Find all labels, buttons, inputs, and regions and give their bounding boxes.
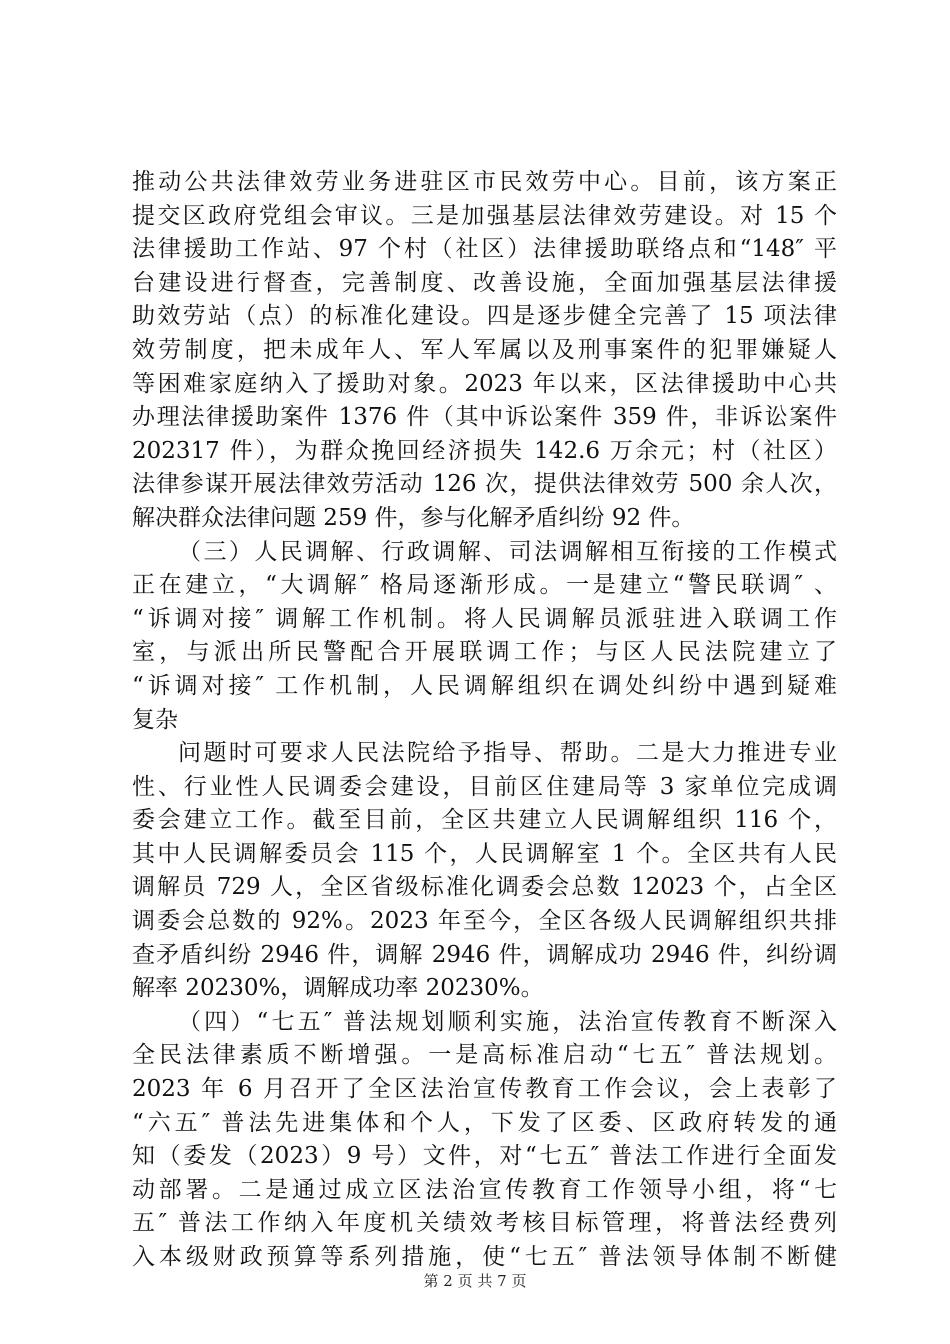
paragraph-start-line: （四）“七五″ 普法规划顺利实施，法治宣传教育不断深入 (178, 1008, 837, 1035)
text-line: 202317 件），为群众挽回经济损失 142.6 万余元；村（社区） (132, 437, 837, 464)
text-line: 其中人民调解委员会 115 个，人民调解室 1 个。全区共有人民 (132, 840, 837, 867)
text-line: 法律援助工作站、97 个村（社区）法律援助联络点和“148″ 平 (132, 236, 837, 263)
text-line: 复杂 (132, 706, 178, 733)
text-line: 等困难家庭纳入了援助对象。2023 年以来，区法律援助中心共 (132, 370, 837, 397)
text-line: 效劳制度，把未成年人、军人军属以及刑事案件的犯罪嫌疑人 (132, 336, 837, 363)
text-line: 2023 年 6 月召开了全区法治宣传教育工作会议，会上表彰了 (132, 1076, 837, 1103)
text-line: 解决群众法律问题 259 件，参与化解矛盾纠纷 92 件。 (132, 504, 695, 531)
text-line: 性、行业性人民调委会建设，目前区住建局等 3 家单位完成调 (132, 773, 837, 800)
text-line: “诉调对接″ 调解工作机制。将人民调解员派驻进入联调工作 (132, 605, 837, 632)
text-line: 室，与派出所民警配合开展联调工作；与区人民法院建立了 (132, 639, 837, 666)
page-number-footer: 第 2 页 共 7 页 (423, 1272, 527, 1290)
text-line: 助效劳站（点）的标准化建设。四是逐步健全完善了 15 项法律 (132, 303, 837, 330)
text-line: 动部署。二是通过成立区法治宣传教育工作领导小组，将“七 (132, 1176, 837, 1203)
text-line: 提交区政府党组会审议。三是加强基层法律效劳建设。对 15 个 (132, 202, 837, 229)
text-line: 入本级财政预算等系列措施，使“七五″ 普法领导体制不断健 (132, 1244, 837, 1270)
text-line: “诉调对接″ 工作机制，人民调解组织在调处纠纷中遇到疑难 (132, 672, 837, 699)
text-line: 法律参谋开展法律效劳活动 126 次，提供法律效劳 500 余人次， (132, 471, 837, 498)
text-line: 解率 20230%，调解成功率 20230%。 (132, 975, 544, 1002)
text-line: “六五″ 普法先进集体和个人，下发了区委、区政府转发的通 (132, 1109, 837, 1136)
text-line: 五″ 普法工作纳入年度机关绩效考核目标管理，将普法经费列 (132, 1210, 837, 1237)
text-line: 委会建立工作。截至目前，全区共建立人民调解组织 116 个， (132, 807, 837, 834)
text-line: 推动公共法律效劳业务进驻区市民效劳中心。目前，该方案正 (132, 169, 837, 195)
text-line: 台建设进行督查，完善制度、改善设施，全面加强基层法律援 (132, 269, 837, 296)
text-line: 调委会总数的 92%。2023 年至今，全区各级人民调解组织共排 (132, 908, 837, 935)
text-line: 正在建立，“大调解″ 格局逐渐形成。一是建立“警民联调″ 、 (132, 572, 837, 599)
text-line: 全民法律素质不断增强。一是高标准启动“七五″ 普法规划。 (132, 1042, 837, 1069)
text-line: 查矛盾纠纷 2946 件，调解 2946 件，调解成功 2946 件，纠纷调 (132, 941, 837, 968)
paragraph-start-line: （三）人民调解、行政调解、司法调解相互衔接的工作模式 (178, 538, 837, 565)
text-line: 调解员 729 人，全区省级标准化调委会总数 12023 个，占全区 (132, 874, 837, 901)
text-line: 办理法律援助案件 1376 件（其中诉讼案件 359 件，非诉讼案件 (132, 404, 837, 431)
text-line: 知（委发（2023）9 号）文件，对“七五″ 普法工作进行全面发 (132, 1143, 837, 1170)
paragraph-start-line: 问题时可要求人民法院给予指导、帮助。二是大力推进专业 (178, 740, 837, 767)
document-body (132, 166, 837, 1275)
